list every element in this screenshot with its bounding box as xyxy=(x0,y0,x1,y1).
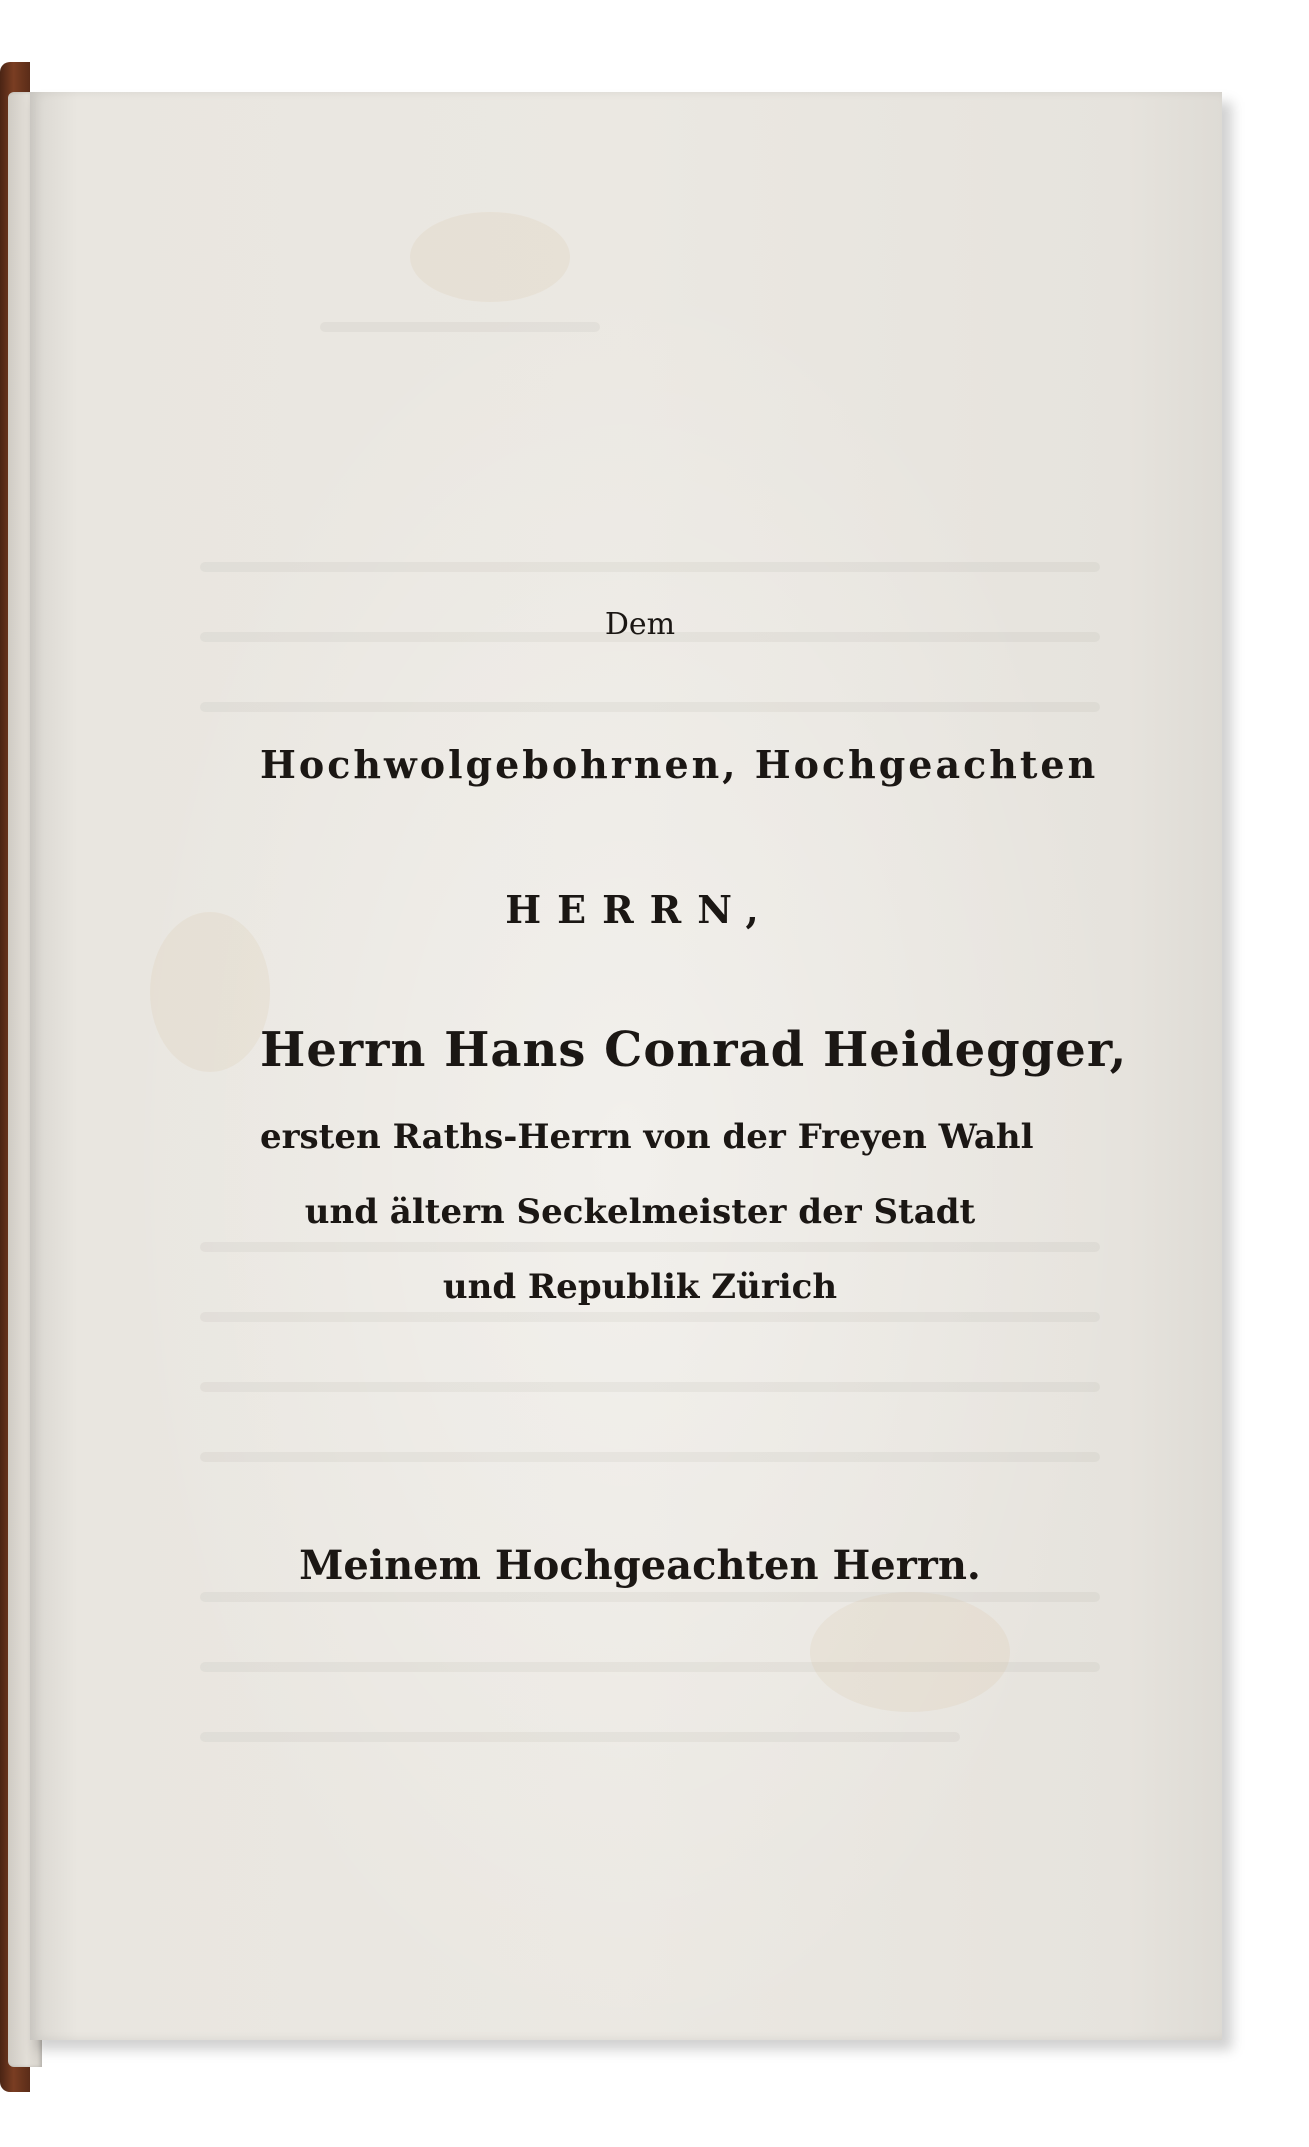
show-through-mark xyxy=(200,562,1100,572)
book-page xyxy=(30,92,1222,2040)
herrn-line: HERRN, xyxy=(505,887,775,932)
closing-line: Meinem Hochgeachten Herrn. xyxy=(299,1542,981,1589)
show-through-mark xyxy=(320,322,600,332)
paper-foxing xyxy=(810,1592,1010,1712)
dedication-word: Dem xyxy=(604,607,676,642)
show-through-mark xyxy=(200,1452,1100,1462)
show-through-mark xyxy=(200,1382,1100,1392)
office-line: ersten Raths-Herrn von der Freyen Wahl xyxy=(260,1117,1034,1157)
honorifics-line: Hochwolgebohrnen, Hochgeachten xyxy=(260,742,1099,787)
show-through-mark xyxy=(200,1732,960,1742)
office-line: und Republik Zürich xyxy=(442,1267,838,1307)
show-through-mark xyxy=(200,702,1100,712)
show-through-mark xyxy=(200,1312,1100,1322)
paper-foxing xyxy=(410,212,570,302)
show-through-mark xyxy=(200,1242,1100,1252)
show-through-mark xyxy=(200,1592,1100,1602)
office-line: und ältern Seckelmeister der Stadt xyxy=(304,1192,976,1232)
dedicatee-name: Herrn Hans Conrad Heidegger, xyxy=(260,1022,1128,1078)
paper-foxing xyxy=(150,912,270,1072)
